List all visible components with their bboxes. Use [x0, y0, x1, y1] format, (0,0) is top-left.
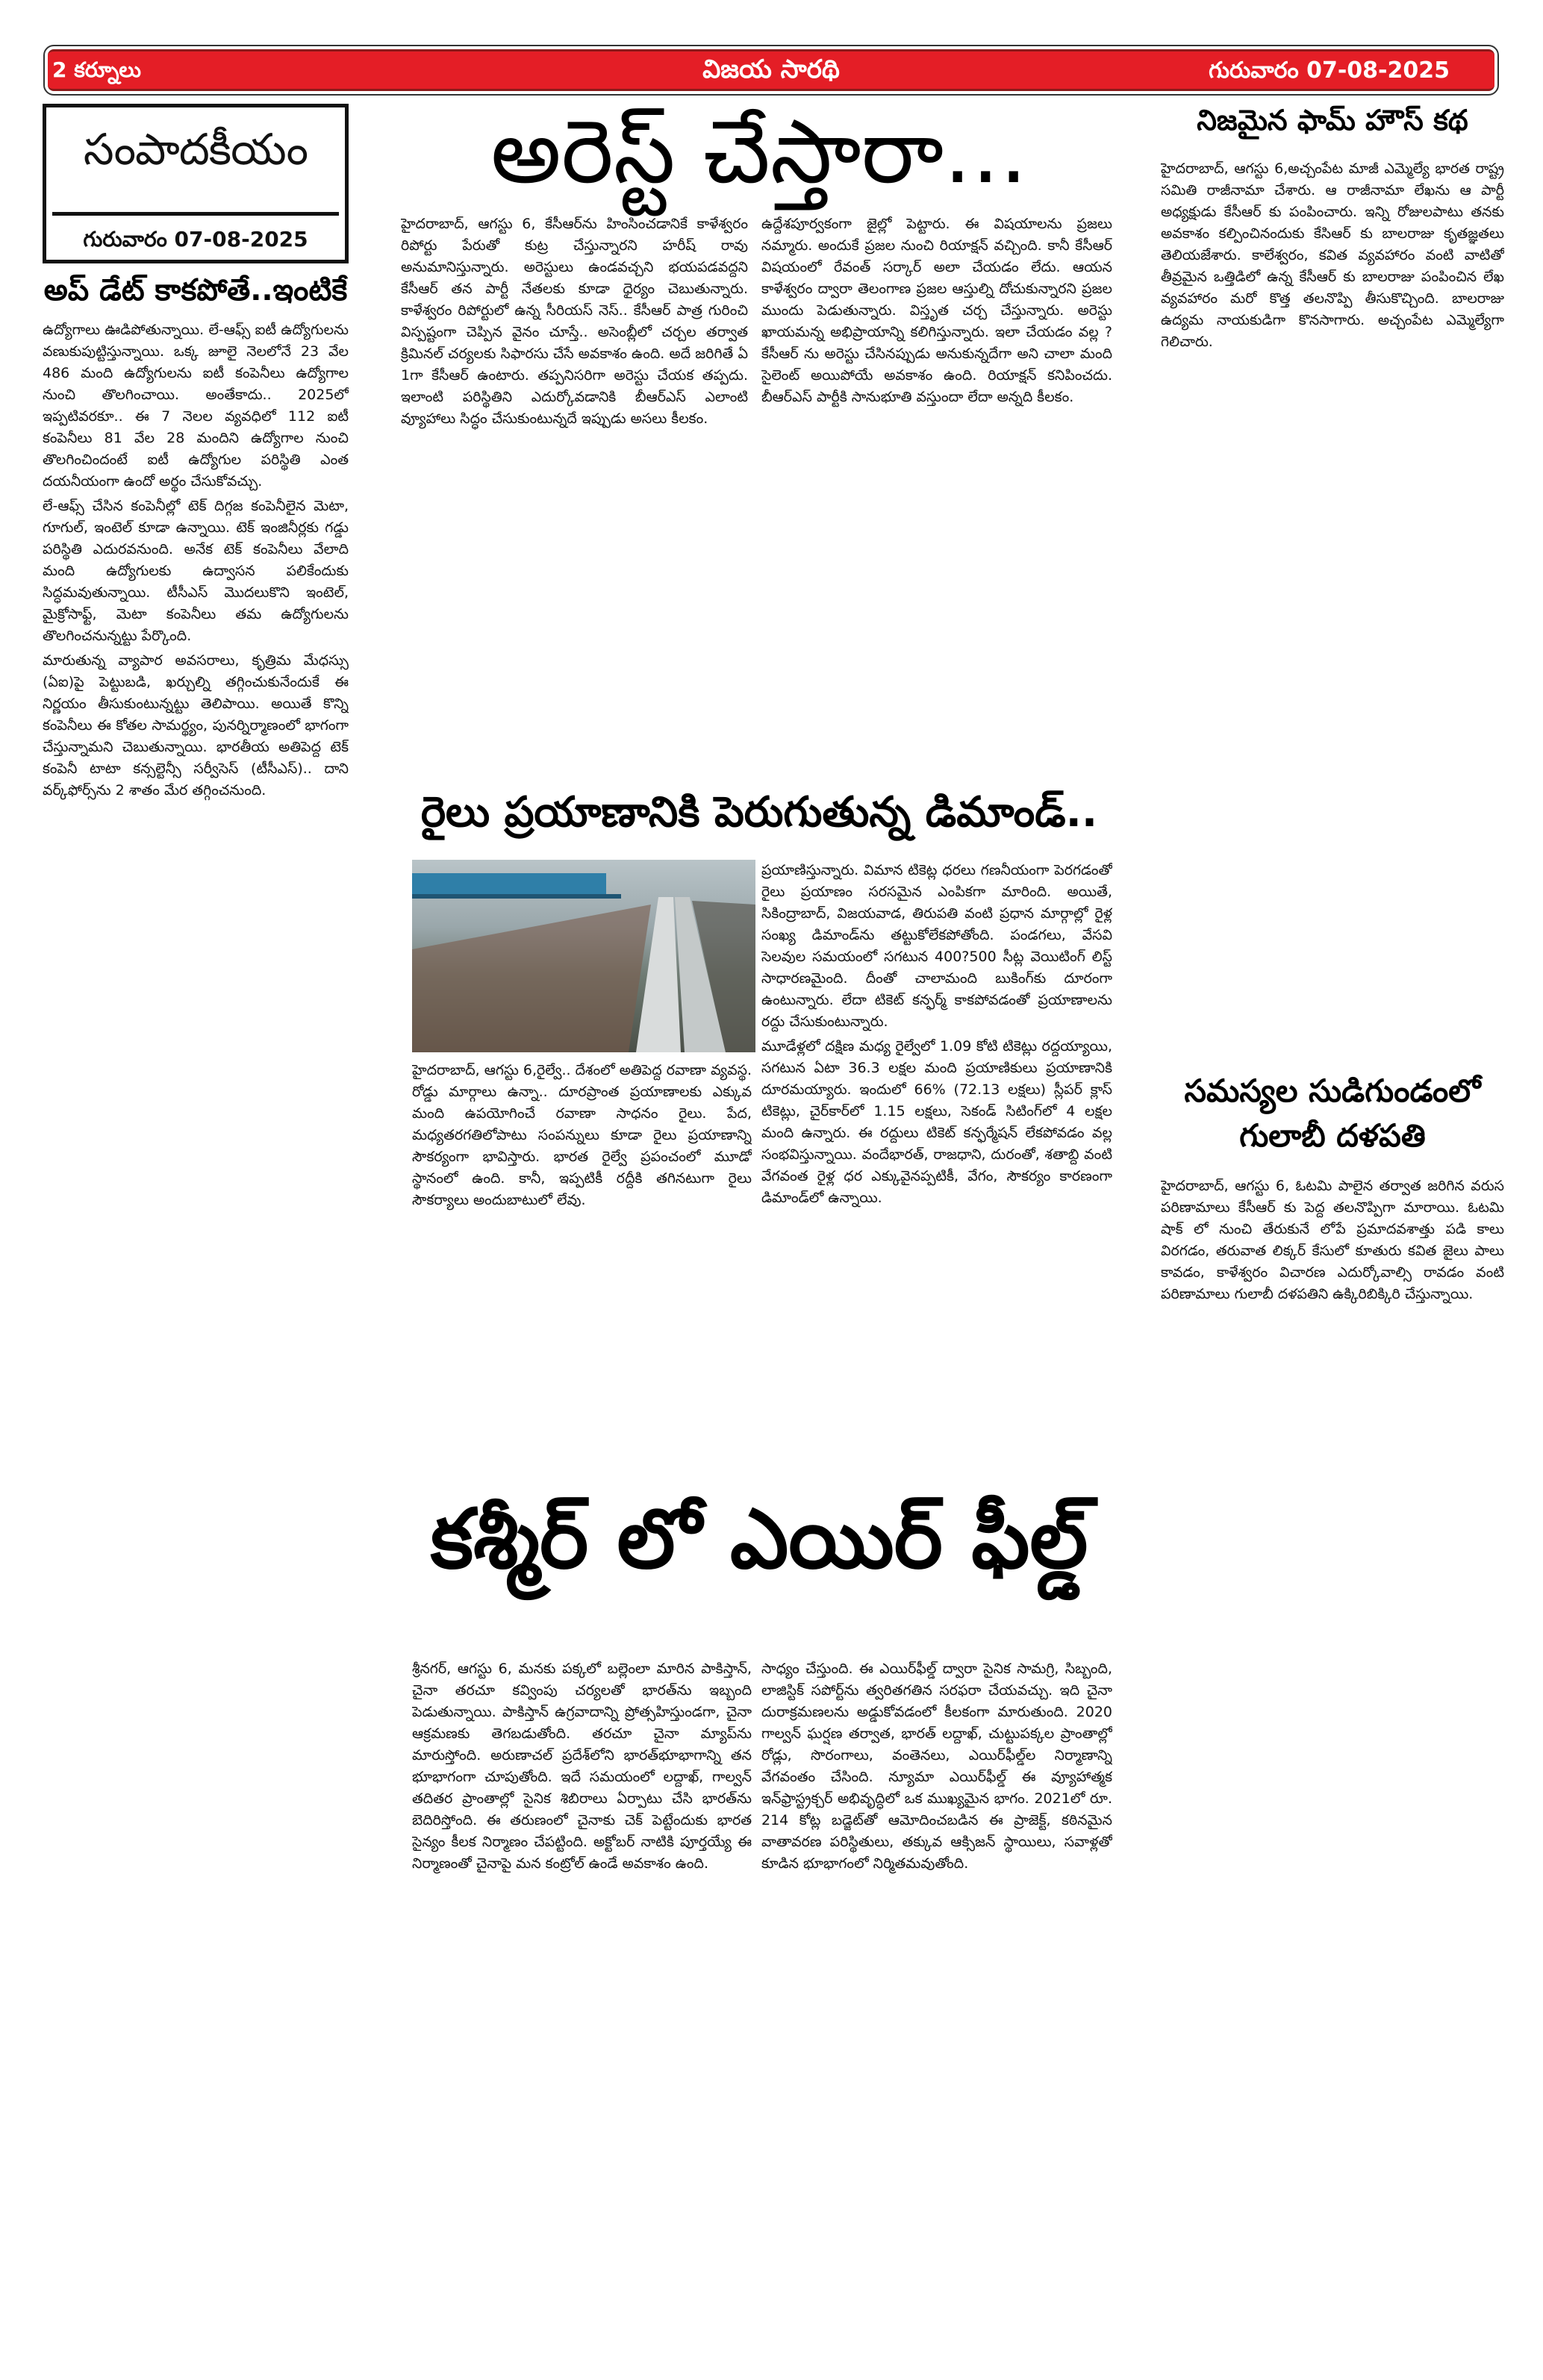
- rail-body-col2: [761, 860, 1112, 1517]
- masthead-date: గురువారం 07-08-2025: [1209, 57, 1450, 84]
- paragraph: హైదరాబాద్, ఆగస్టు 6, కేసీఆర్‌ను హింసించడానికే కాళేశ్వరం రిపోర్టు పేరుతో కుట్ర చేస్తున్నారని హరీష్ రావు అనుమానిస్తున్నారు. అరెస్టులు ఉండవచ్చని భయపడవద్దని కేసీఆర్ తన పార్టీ నేతలకు కూడా ధైర్యం చెబుతున్నారు. కాళేశ్వరం రిపోర్టులో ఉన్న సీరియస్ నెస్.. కేసీఆర్ పాత్ర గురించి విస్పష్టంగా చెప్పిన వైనం చూస్తే.. అసెంబ్లీలో చర్చల తర్వాత క్రిమినల్ చర్యలకు సిఫారసు చేసే అవకాశం ఉంది. అదే జరిగితే ఏ 1గా కేసీఆర్ ఉంటారు. తప్పనిసరిగా అరెస్టు చేయక తప్పదు. ఇలాంటి పరిస్థితిని ఎదుర్కోవడానికి బీఆర్ఎస్ ఎలాంటి వ్యూహాలు సిద్ధం చేసుకుంటున్నదే ఇప్పుడు అసలు కీలకం.: [401, 216, 748, 427]
- rail-body-col1: [412, 1060, 752, 1515]
- train-platform-image: [412, 860, 755, 1052]
- railway-station-photo: [412, 860, 755, 1052]
- paper-name: విజయ సారథి: [702, 54, 840, 84]
- paragraph: హైదరాబాద్, ఆగస్టు 6,అచ్చంపేట మాజీ ఎమ్మెల్యే భారత రాష్ట్ర సమితి రాజీనామా చేశారు. ఆ రాజీనామా లేఖను ఆ పార్టీ అధ్యక్షుడు కేసీఆర్ కు పంపించారు. ఇన్ని రోజులపాటు తనకు అవకాశం కల్పించినందుకు కేసిఆర్ కు బాలరాజు కృతజ్ఞతలు తెలియజేశారు. కాలేశ్వరం, కవిత వ్యవహారం వంటి వాటితో తీవ్రమైన ఒత్తిడిలో ఉన్న కేసీఆర్ కు బాలరాజు పంపించిన లేఖ వ్యవహారం మరో కొత్త తలనొప్పి తీసుకొచ్చింది. బాలరాజు ఉద్యమ నాయకుడిగా కొనసాగారు. అచ్చంపేట ఎమ్మెల్యేగా గెలిచారు.: [1161, 160, 1504, 350]
- paragraph: ఉద్దేశపూర్వకంగా జైల్లో పెట్టారు. ఈ విషయాలను ప్రజలు నమ్మారు. అందుకే ప్రజల నుంచి రియాక్షన్ వచ్చింది. కానీ కేసీఆర్ విషయంలో రేవంత్ సర్కార్ అలా చేయడం లేదు. ఆయన కాళేశ్వరం ద్వారా తెలంగాణ ప్రజల ఆస్తుల్ని దోచుకున్నారని ప్రజల ముందు పెడుతున్నారు. విస్తృత చర్చ చేస్తున్నారు. అరెస్టు ఖాయమన్న అభిప్రాయాన్ని కలిగిస్తున్నారు. ఇలా చేయడం వల్ల ?కేసీఆర్ ను అరెస్టు చేసినప్పుడు అనుకున్నదేగా అని చాలా మంది సైలెంట్ అయిపోయే అవకాశం ఉంది. రియాక్షన్ కనిపించదు. బీఆర్ఎస్ పార్టీకి సానుభూతి వస్తుందా లేదా అన్నది కీలకం.: [761, 216, 1112, 405]
- editorial-body: [43, 319, 349, 2349]
- kashmir-headline: కశ్మీర్ లో ఎయిర్ ఫీల్డ్: [430, 1491, 1088, 1587]
- farmhouse-headline: నిజమైన ఫామ్ హౌస్ కథ: [1197, 104, 1468, 137]
- paragraph: హైదరాబాద్, ఆగస్టు 6, ఓటమి పాలైన తర్వాత జరిగిన వరుస పరిణామాలు కేసీఆర్ కు పెద్ద తలనొప్పిగా మారాయి. ఓటమి షాక్ లో నుంచి తేరుకునే లోపే ప్రమాదవశాత్తు పడి కాలు విరగడం, తరువాత లిక్కర్ కేసులో కూతురు కవిత జైలు పాలు కావడం, కాళేశ్వరం విచారణ ఎదుర్కోవాల్సి రావడం వంటి పరిణామాలు గులాబీ దళపతిని ఉక్కిరిబిక్కిరి చేస్తున్నాయి.: [1161, 1178, 1504, 1302]
- masthead: [43, 45, 1499, 96]
- rail-headline: రైలు ప్రయాణానికి పెరుగుతున్న డిమాండ్..: [420, 788, 1098, 837]
- paragraph: ఉద్యోగాలు ఊడిపోతున్నాయి. లే-ఆఫ్స్ ఐటీ ఉద్యోగులను వణుకుపుట్టిస్తున్నాయి. ఒక్క జూలై నెలలోనే 23 వేల 486 మంది ఉద్యోగులను ఐటీ కంపెనీలు ఉద్యోగాల నుంచి తొలగించాయి. అంతేకాదు.. 2025లో ఇప్పటివరకూ.. ఈ 7 నెలల వ్యవధిలో 112 ఐటీ కంపెనీలు 81 వేల 28 మందిని ఉద్యోగాల నుంచి తొలగించిందంటే ఐటీ ఉద్యోగుల పరిస్థితి ఎంత దయనీయంగా ఉందో అర్థం చేసుకోవచ్చు.: [43, 322, 349, 490]
- lead-body-col2: [761, 213, 1112, 788]
- paragraph: సాధ్యం చేస్తుంది. ఈ ఎయిర్‌ఫీల్డ్ ద్వారా సైనిక సామగ్రి, సిబ్బంది, లాజిస్టిక్ సపోర్ట్‌ను త్వరితగతిన సరఫరా చేయవచ్చు. ఇది చైనా దురాక్రమణలను అడ్డుకోవడంలో కీలకంగా మారుతుంది. 2020 గాల్వన్ ఘర్షణ తర్వాత, భారత్ లద్దాఖ్, చుట్టుపక్కల ప్రాంతాల్లో రోడ్లు, సొరంగాలు, వంతెనలు, ఎయిర్‌ఫీల్డ్‌ల నిర్మాణాన్ని వేగవంతం చేసింది. న్యూమా ఎయిర్‌ఫీల్డ్ ఈ వ్యూహాత్మక ఇన్‌ఫ్రాస్ట్రక్చర్ అభివృద్ధిలో ఒక ముఖ్యమైన భాగం. 2021లో రూ. 214 కోట్ల బడ్జెట్‌తో ఆమోదించబడిన ఈ ప్రాజెక్ట్, కఠినమైన వాతావరణ పరిస్థితులు, తక్కువ ఆక్సిజన్ స్థాయిలు, సవాళ్లతో కూడిన భూభాగంలో నిర్మితమవుతోంది.: [761, 1661, 1112, 1872]
- lead-headline: అరెస్ట్ చేస్తారా...: [490, 100, 1028, 203]
- farmhouse-body: [1161, 158, 1504, 1065]
- pink-chief-body: [1161, 1175, 1504, 2351]
- divider: [52, 212, 339, 216]
- lead-body-col1: [401, 213, 748, 788]
- paragraph: హైదరాబాద్, ఆగస్టు 6,రైల్వే.. దేశంలో అతిపెద్ద రవాణా వ్యవస్థ. రోడ్డు మార్గాలు ఉన్నా.. దూరప్రాంత ప్రయాణాలకు ఎక్కువ మంది ఉపయోగించే రవాణా సాధనం రైలు. పేద, మధ్యతరగతిలోపాటు సంపన్నులు కూడా రైలు ప్రయాణాన్ని సౌకర్యంగా భావిస్తారు. భారత రైల్వే ప్రపంచంలో మూడో స్థానంలో ఉంది. కానీ, ఇప్పటికీ రద్దీకి తగినటుగా రైలు సౌకర్యాలు అందుబాటులో లేవు.: [412, 1062, 752, 1208]
- page-label: 2 కర్నూలు: [52, 57, 141, 82]
- paragraph: ప్రయాణిస్తున్నారు. విమాన టికెట్ల ధరలు గణనీయంగా పెరగడంతో రైలు ప్రయాణం సరసమైన ఎంపికగా మారింది. అయితే, సికింద్రాబాద్, విజయవాడ, తిరుపతి వంటి ప్రధాన మార్గాల్లో రైళ్ల సంఖ్య డిమాండ్‌ను తట్టుకోలేకపోతోంది. పండగలు, వేసవి సెలవుల సమయంలో సగటున 400?500 సీట్ల వెయిటింగ్ లిస్ట్ సాధారణమైంది. దీంతో చాలామంది బుకింగ్‌కు దూరంగా ఉంటున్నారు. లేదా టికెట్ కన్ఫర్మ్ కాకపోవడంతో ప్రయాణాలను రద్దు చేసుకుంటున్నారు.: [761, 862, 1112, 1030]
- kashmir-body-col1: [412, 1658, 752, 2352]
- kashmir-body-col2: [761, 1658, 1112, 2352]
- editorial-title: సంపాదకీయం: [83, 124, 308, 175]
- paragraph: లే-ఆఫ్స్ చేసిన కంపెనీల్లో టెక్ దిగ్గజ కంపెనీలైన మెటా, గూగుల్, ఇంటెల్ కూడా ఉన్నాయి. టెక్ ఇంజినీర్లకు గడ్డు పరిస్థితి ఎదురవనుంది. అనేక టెక్ కంపెనీలు వేలాది మంది ఉద్యోగులకు ఉద్వాసన పలికేందుకు సిద్ధమవుతున్నాయి. టీసీఎస్ మొదలుకొని ఇంటెల్, మైక్రోసాఫ్ట్, మెటా కంపెనీలు తమ ఉద్యోగులను తొలగించనున్నట్టు పేర్కొంది.: [43, 498, 349, 644]
- pink-chief-headline-1: సమస్యల సుడిగుండంలో: [1184, 1072, 1481, 1109]
- editorial-date: గురువారం 07-08-2025: [83, 227, 308, 252]
- paragraph: మూడేళ్లలో దక్షిణ మధ్య రైల్వేలో 1.09 కోటి టికెట్లు రద్దయ్యాయి, సగటున ఏటా 36.3 లక్షల మంది ప్రయాణికులు ప్రయాణానికి దూరమయ్యారు. ఇందులో 66% (72.13 లక్షలు) స్లీపర్ క్లాస్ టికెట్లు, చైర్‌కార్‌లో 1.15 లక్షలు, సెకండ్ సిటింగ్‌లో 4 లక్షల మంది ఉన్నారు. ఈ రద్దులు టికెట్ కన్ఫర్మేషన్ లేకపోవడం వల్ల సంభవిస్తున్నాయి. వందేభారత్, రాజధాని, దురంతో, శతాబ్ది వంటి వేగవంత రైళ్ల ధర ఎక్కువైనప్పటికీ, వేగం, సౌకర్యం కారణంగా డిమాండ్‌లో ఉన్నాయి.: [761, 1038, 1112, 1206]
- editorial-headline: అప్ డేట్ కాకపోతే..ఇంటికే: [43, 273, 348, 307]
- pink-chief-headline-2: గులాబీ దళపతి: [1239, 1117, 1426, 1154]
- masthead-bar: [48, 49, 1494, 91]
- paragraph: మారుతున్న వ్యాపార అవసరాలు, కృత్రిమ మేధస్సు (ఏఐ)పై పెట్టుబడి, ఖర్చుల్ని తగ్గించుకునేందుకే ఈ నిర్ణయం తీసుకుంటున్నట్టు తెలిపాయి. అయితే కొన్ని కంపెనీలు ఈ కోతల సామర్థ్యం, పునర్నిర్మాణంలో భాగంగా చేస్తున్నామని చెబుతున్నాయి. భారతీయ అతిపెద్ద టెక్ కంపెనీ టాటా కన్సల్టెన్సీ సర్వీసెస్ (టీసీఎస్).. దాని వర్క్‌ఫోర్స్‌ను 2 శాతం మేర తగ్గించనుంది.: [43, 652, 349, 799]
- editorial-box: [43, 104, 349, 263]
- paragraph: శ్రీనగర్, ఆగస్టు 6, మనకు పక్కలో బల్లెంలా మారిన పాకిస్తాన్, చైనా తరచూ కవ్వింపు చర్యలతో భారత్‌ను ఇబ్బంది పెడుతున్నాయి. పాకిస్తాన్ ఉగ్రవాదాన్ని ప్రోత్సహిస్తుండగా, చైనా ఆక్రమణకు తెగబడుతోంది. తరచూ చైనా మ్యాప్‌ను మారుస్తోంది. అరుణాచల్ ప్రదేశ్‌లోని భారత్‌భూభాగాన్ని తన భూభాగంగా చూపుతోంది. ఇదే సమయంలో లద్దాఖ్, గాల్వన్ తదితర ప్రాంతాల్లో సైనిక శిబిరాలు ఏర్పాటు చేసి భారత్‌ను బెదిరిస్తోంది. ఈ తరుణంలో చైనాకు చెక్ పెట్టేందుకు భారత సైన్యం కీలక నిర్మాణం చేపట్టింది. అక్టోబర్ నాటికి పూర్తయ్యే ఈ నిర్మాణంతో చైనాపై మన కంట్రోల్ ఉండే అవకాశం ఉంది.: [412, 1661, 752, 1872]
